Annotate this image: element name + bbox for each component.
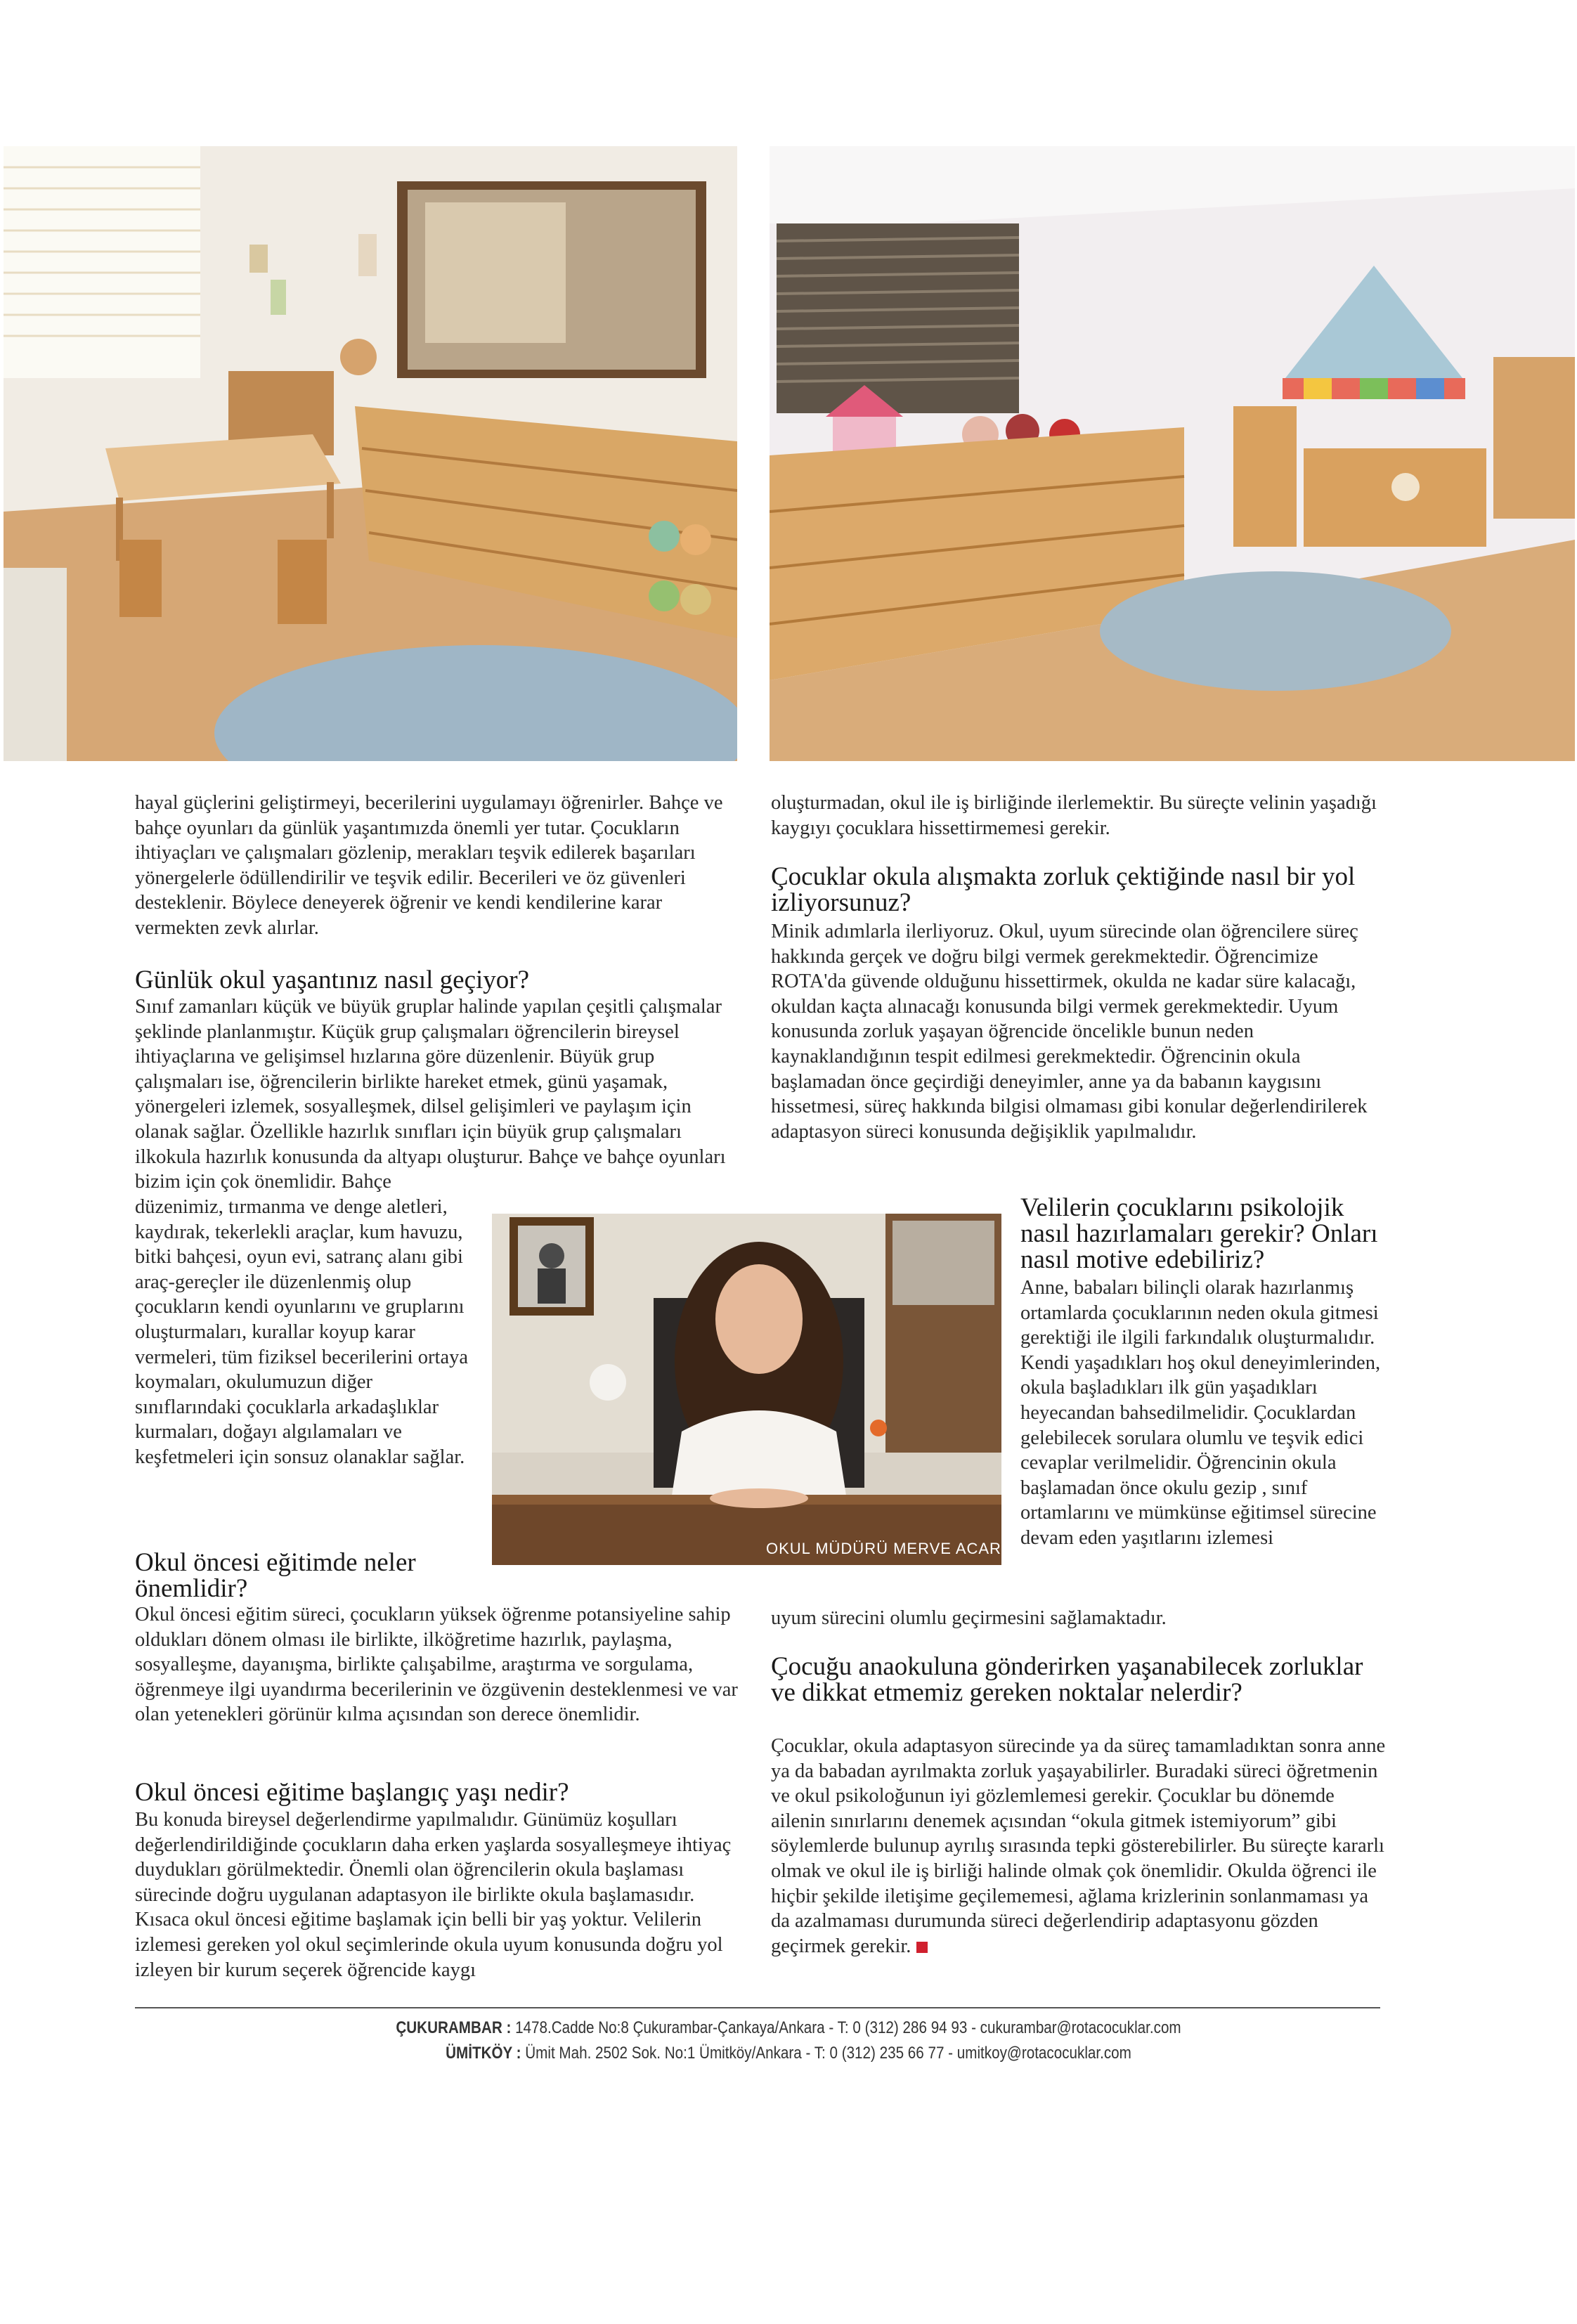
right-intro [771, 791, 1389, 840]
left-intro [135, 791, 739, 941]
heading-preschool-important: Okul öncesi eğitimde neler önemlidir? [135, 1548, 416, 1603]
right-p1 [771, 919, 1389, 1144]
heading-daily-life: Günlük okul yaşantınız nasıl geçiyor? [135, 966, 530, 994]
right-p2-narrow [1020, 1275, 1386, 1551]
footer-cukurambar-text: 1478.Cadde No:8 Çukurambar-Çankaya/Ankara - T: 0 (312) 286 94 93 - cukurambar@rotacocuklar.com [515, 2018, 1181, 2037]
right-p1-text: Minik adımlarla ilerliyoruz. Okul, uyum sürecinde olan öğrencilere süreç hakkında gerçek ve doğru bilgi vermek gerekmektedir. Öğrencimize ROTA'da güvende olduğunu hissettirmek, okulda ne kadar süre kalacağı, okuldan kaçta alınacağı konusunda bilgi vermek gerekmektedir. Uyum konusunda zorluk yaşayan öğrencide öncelikle bunun neden kaynaklandığının tespit edilmesi gerekmektedir. Öğrencinin okula başlamadan önce geçirdiği deneyimler, anne ya da babanın kaygısını hissetmesi, süreç hakkında bilgisi olmaması gibi konular değerlendirilerek adaptasyon süreci konusunda değişiklik yapılmalıdır. [771, 921, 1368, 1143]
photo-caption: OKUL MÜDÜRÜ MERVE ACAR [766, 1540, 1001, 1557]
classroom-photo-left [4, 146, 737, 761]
heading-adaptation-difficulty: Çocuklar okula alışmakta zorluk çektiğinde nasıl bir yol izliyorsunuz? [771, 862, 1356, 917]
heading-parents-prepare: Velilerin çocuklarını psikolojik nasıl hazırlamaları gerekir? Onları nasıl motive edebiliriz? [1020, 1193, 1378, 1274]
right-p3 [771, 1734, 1389, 1959]
left-p3-text: Bu konuda bireysel değerlendirme yapılmalıdır. Günümüz koşulları değerlendirildiğinde çocukların daha erken yaşlarda sosyalleşmeye ihtiyaç duydukları görülmektedir. Önemli olan öğrencilerin okula başlaması sürecinde doğru uygulanan adaptasyon ile birlikte okula başlamasıdır. Kısaca okul öncesi eğitime başlamak için belli bir yaş yoktur. Velilerin izlemesi gereken yol okul seçimlerinde okula uyum konusunda doğru yol izleyen bir kurum seçerek öğrencide kaygı [135, 1809, 732, 1981]
heading-kindergarten-difficulties: Çocuğu anaokuluna gönderirken yaşanabilecek zorluklar ve dikkat etmemiz gereken noktalar nelerdir? [771, 1652, 1363, 1707]
footer-line-cukurambar [110, 2018, 1467, 2038]
footer-umitkoy-label: ÜMİTKÖY : [446, 2044, 521, 2063]
right-p2-tail [771, 1606, 1389, 1631]
footer-line-umitkoy [110, 2044, 1467, 2063]
left-p3 [135, 1807, 739, 1982]
right-p2-narrow-text: Anne, babaları bilinçli olarak hazırlanmış ortamlarda çocuklarının neden okula gitmesi gerektiği ile ilgili farkındalık oluşturmalıdır. Kendi yaşadıkları hoş okul deneyimlerinden, okula başladıkları ilk gün yaşadıkları heyecandan bahsedilmelidir. Çocuklardan gelebilecek sorulara olumlu ve teşvik edici cevaplar verilmelidir. Öğrencinin okula başlamadan önce okulu gezip , sınıf ortamlarını ve mümkünse eğitimsel sürecine devam eden yaşıtlarını izlemesi [1020, 1277, 1381, 1549]
heading-start-age: Okul öncesi eğitime başlangıç yaşı nedir? [135, 1778, 569, 1807]
classroom-photo-right [770, 146, 1575, 761]
principal-photo [492, 1214, 1001, 1565]
right-p2-tail-text: uyum sürecini olumlu geçirmesini sağlamaktadır. [771, 1607, 1167, 1629]
left-intro-text: hayal güçlerini geliştirmeyi, becerilerini uygulamayı öğrenirler. Bahçe ve bahçe oyunları da günlük yaşantımızda önemli yer tutar. Çocukların ihtiyaçları ve çalışmaları gözlenip, merakları teşvik edilerek başarıları yönergelerle ödüllendirilir ve teşvik edilir. Becerileri ve öz güvenleri desteklenir. Böylece deneyerek öğrenir ve kendi kendilerine karar vermekten zevk alırlar. [135, 792, 723, 939]
left-p2 [135, 1602, 739, 1727]
right-intro-text: oluşturmadan, okul ile iş birliğinde ilerlemektir. Bu süreçte velinin yaşadığı kaygıyı çocuklara hissettirmemesi gerekir. [771, 792, 1377, 839]
right-p3-text: Çocuklar, okula adaptasyon sürecinde ya da süreç tamamladıktan sonra anne ya da babadan ayrılmakta zorluk yaşayabilirler. Buradaki süreci öğretmenin ve okul psikoloğunun iyi gözlemlemesi gerekir. Çocuklar bu dönemde ailenin sınırlarını denemek açısından “okula gitmek istemiyorum” gibi söylemlerde bulunup ayrılış sırasında tepki gösterebilirler. Bu süreçte kararlı olmak ve okul ile iş birliği halinde olmak çok önemlidir. Okulda öğrenci ile hiçbir şekilde iletişime geçilememesi, ağlama krizlerinin sonlanmaması ya da azalmaması durumunda süreci değerlendirip adaptasyonu gözden geçirmek gerekir. [771, 1735, 1386, 1957]
left-p2-text: Okul öncesi eğitim süreci, çocukların yüksek öğrenme potansiyeline sahip oldukları dönem olması ile birlikte, ilköğretime hazırlık, paylaşma, sosyalleşme, dayanışma, birlikte çalışabilme, araştırma ve sorgulama, öğrenmeye ilgi uyandırma becerilerinin ve özgüvenin desteklenmesi ve var olan yetenekleri görünür kılma açısından son derece önemlidir. [135, 1604, 738, 1726]
left-p1-narrow-text: düzenimiz, tırmanma ve denge aletleri, kaydırak, tekerlekli araçlar, kum havuzu, bitki bahçesi, oyun evi, satranç alanı gibi araç-gereçler ile düzenlenmiş olup çocukların kendi oyunlarını ve gruplarını oluşturmaları, kurallar koyup karar vermeleri, tüm fiziksel becerilerini ortaya koymaları, okulumuzun diğer sınıflarındaki çocuklarla arkadaşlıklar kurmaları, doğayı algılamaları ve keşfetmeleri için sonsuz olanaklar sağlar. [135, 1196, 468, 1468]
end-mark-icon [916, 1942, 928, 1953]
footer-cukurambar-label: ÇUKURAMBAR : [396, 2018, 512, 2037]
footer-umitkoy-text: Ümit Mah. 2502 Sok. No:1 Ümitköy/Ankara - T: 0 (312) 235 66 77 - umitkoy@rotacocuklar.com [525, 2044, 1131, 2063]
left-p1-narrow [135, 1195, 469, 1470]
left-p1 [135, 994, 739, 1195]
footer-divider [135, 2007, 1380, 2008]
left-p1-text: Sınıf zamanları küçük ve büyük gruplar halinde yapılan çeşitli çalışmalar şeklinde planlanmıştır. Küçük grup çalışmaları öğrencilerin bireysel ihtiyaçlarına ve gelişimsel hızlarına göre düzenlenir. Büyük grup çalışmaları ise, öğrencilerin birlikte hareket etmek, günü yaşamak, yönergeleri izlemek, sosyalleşmek, dilsel gelişimleri ve paylaşım için olanak sağlar. Özellikle hazırlık sınıfları için büyük grup çalışmaları ilkokula hazırlık konusunda da altyapı oluşturur. Bahçe ve bahçe oyunları bizim için çok önemlidir. Bahçe [135, 996, 726, 1193]
